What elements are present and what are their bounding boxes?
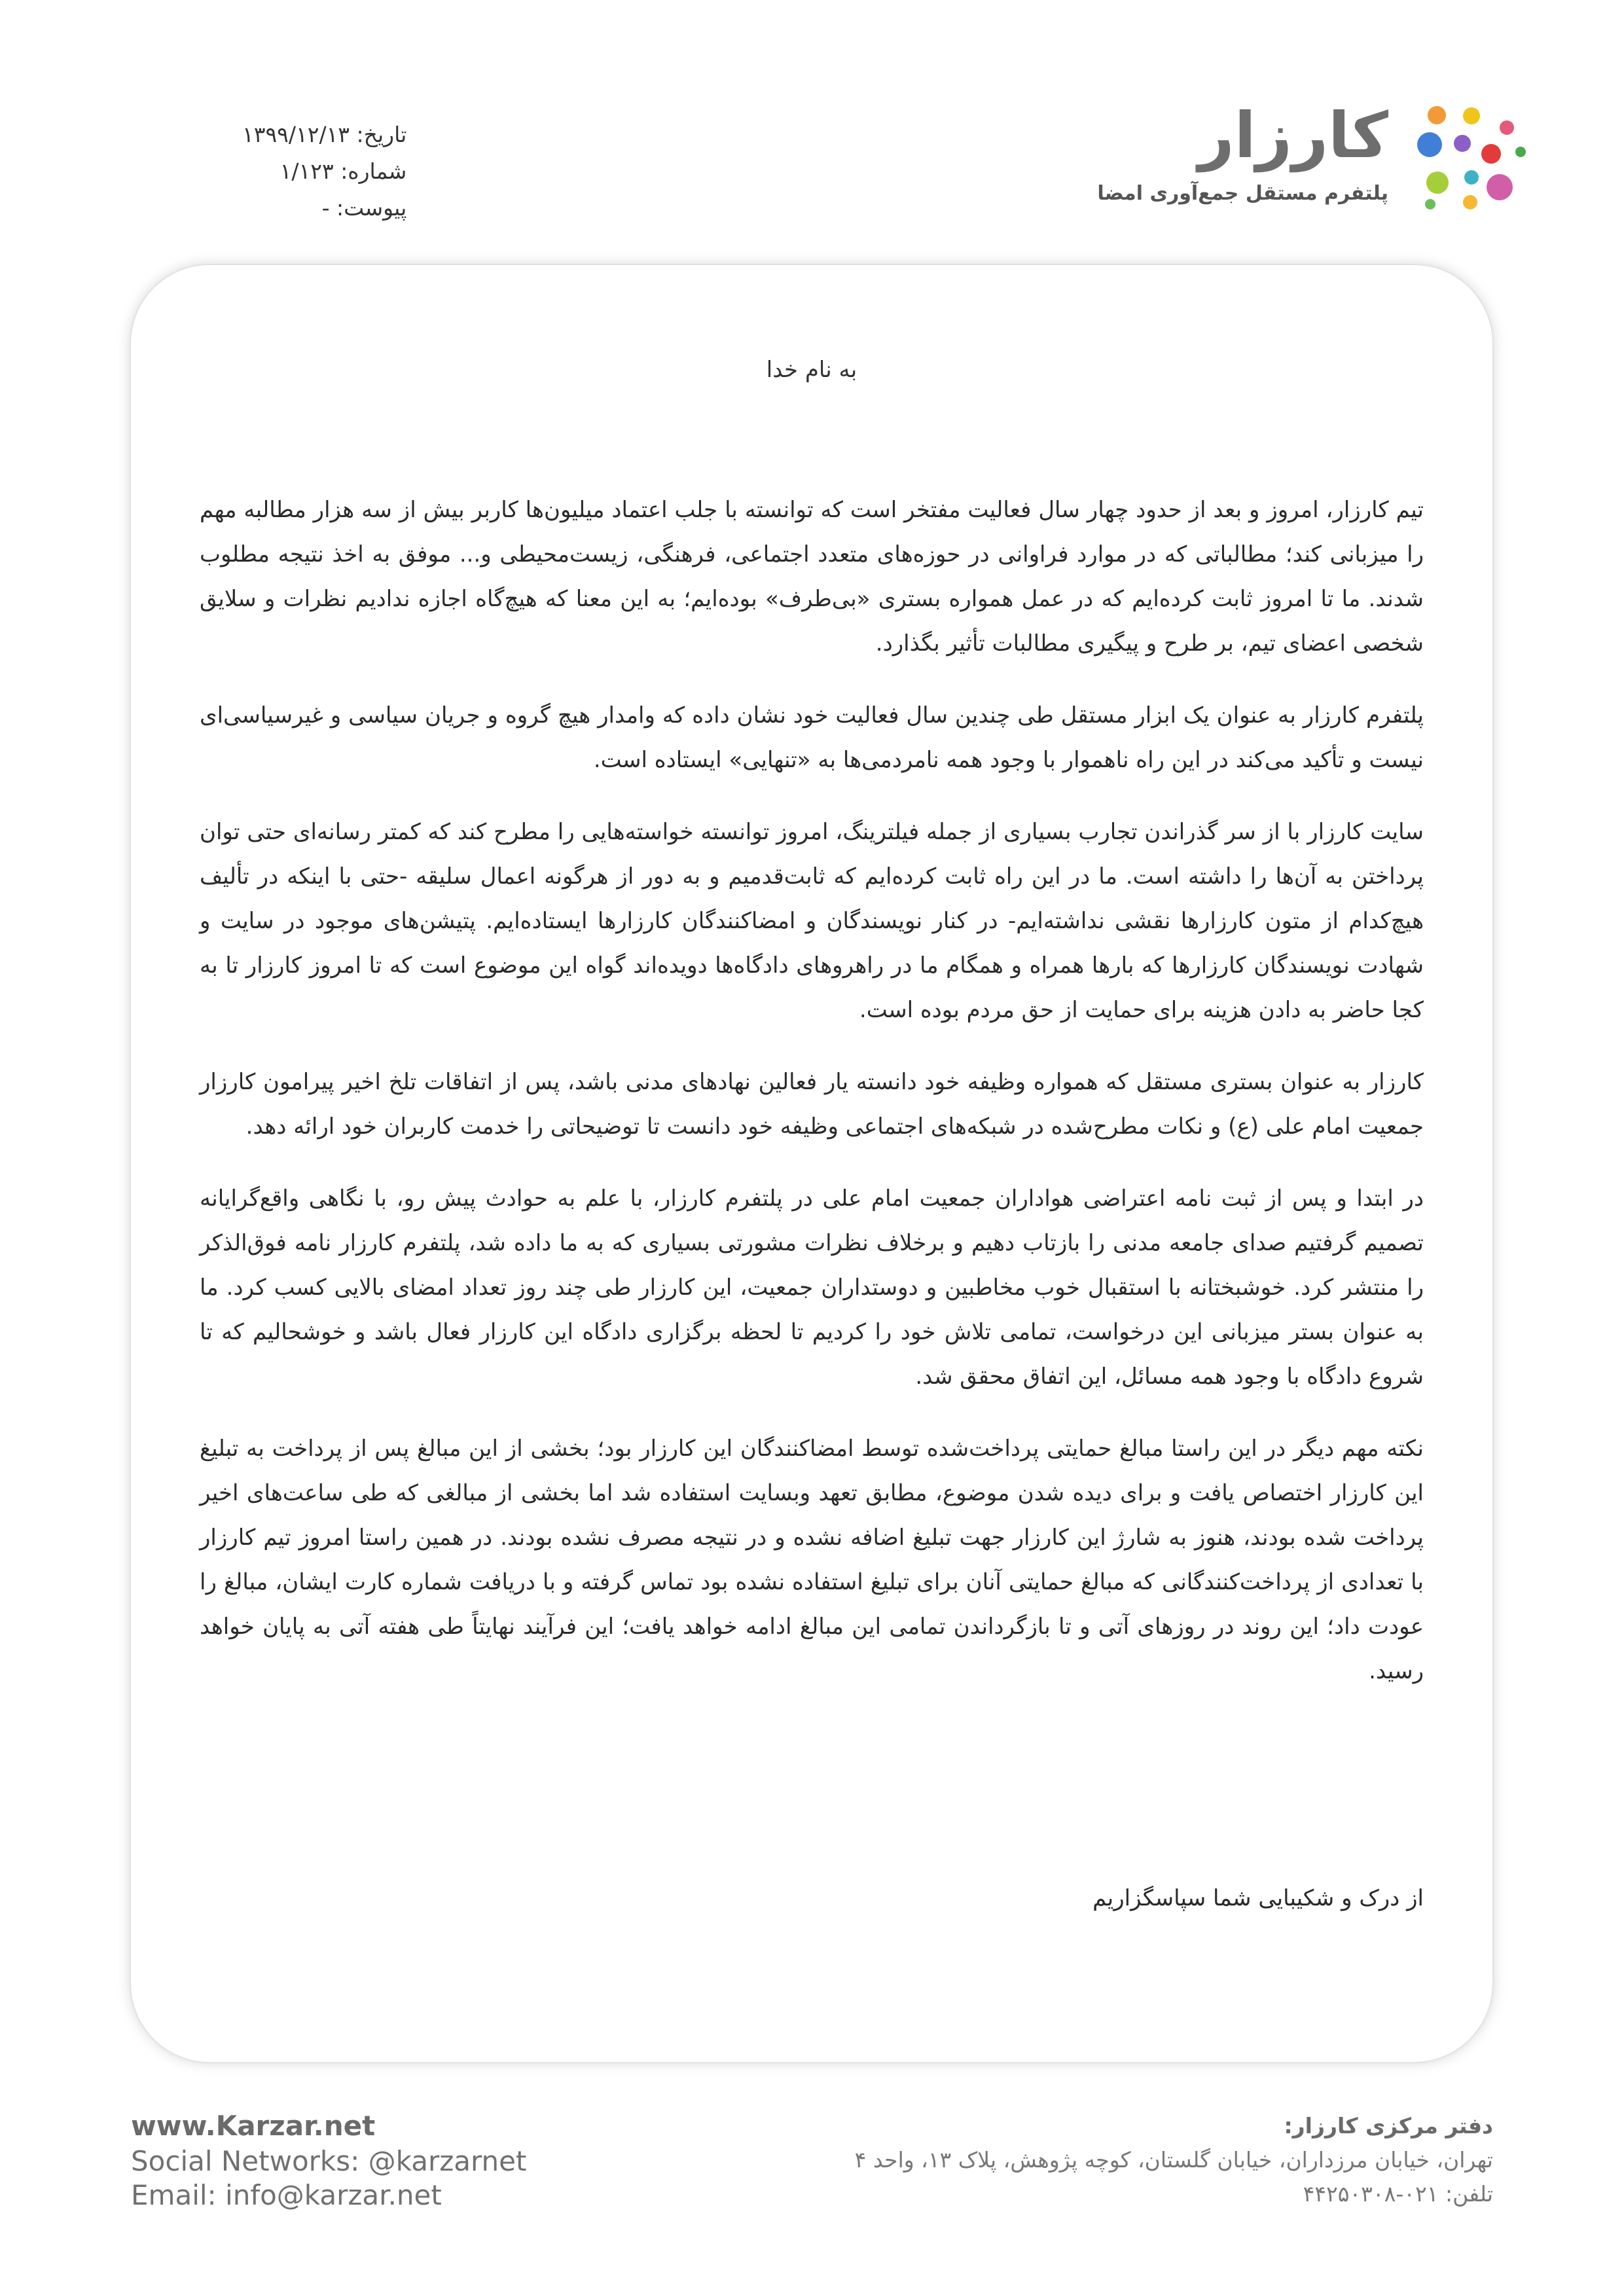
logo-dot [1463,107,1480,124]
logo-dot [1454,135,1471,152]
logo-dot [1428,106,1446,124]
brand-tagline: پلتفرم مستقل جمع‌آوری امضا [1097,182,1388,205]
website-link[interactable]: www.Karzar.net [131,2110,376,2142]
paragraph: در ابتدا و پس از ثبت نامه اعتراضی هواداران جمعیت امام علی در پلتفرم کارزار، با علم به حوادث پیش رو، با نگاهی واقع‌گرایانه تصمیم گرفتیم صدای جامعه مدنی را بازتاب دهیم و برخلاف نظرات مشورتی بسیاری که به ما داده شد، پلتفرم کارزار نامه فوق‌الذکر را منتشر کرد. خوشبختانه با استقبال خوب مخاطبین و دوستداران جمعیت، این کارزار طی چند روز تعداد امضای بالایی کسب کرد. ما به عنوان بستر میزبانی این درخواست، تمامی تلاش خود را کردیم تا لحظه برگزاری دادگاه این کارزار فعال باشد و خوشحالیم که تا شروع دادگاه با وجود همه مسائل، این اتفاق محقق شد. [200,1185,1424,1390]
paragraph: نکته مهم دیگر در این راستا مبالغ حمایتی پرداخت‌شده توسط امضاکنندگان این کارزار بود؛ بخشی از این مبالغ پس از پرداخت به تبلیغ این کارزار اختصاص یافت و برای دیده شدن موضوع، مطابق تعهد وبسایت استفاده شد اما بخشی از مبالغی که طی ساعت‌های اخیر پرداخت شده بودند، هنوز به شارژ این کارزار جهت تبلیغ اضافه نشده و در نتیجه مصرف نشده بودند. در همین راستا امروز تیم کارزار با تعدادی از پرداخت‌کنندگانی که مبالغ حمایتی آنان برای تبلیغ استفاده نشده بود تماس گرفته و با دریافت شماره کارت ایشان، مبالغ را عودت داد؛ این روند در روزهای آتی و تا بازگرداندن تمامی این مبالغ ادامه خواهد یافت؛ این فرآیند نهایتاً طی هفته آتی به پایان خواهد رسید. [200,1435,1424,1684]
logo-dot [1515,147,1526,157]
paragraph: کارزار به عنوان بستری مستقل که همواره وظیفه خود دانسته یار فعالین نهادهای مدنی باشد، پس از اتفاقات تلخ اخیر پیرامون کارزار جمعیت امام علی (ع) و نکات مطرح‌شده در شبکه‌های اجتماعی وظیفه خود دانست تا توضیحاتی را خدمت کاربران خود ارائه دهد. [200,1069,1424,1140]
email-address[interactable]: Email: info@karzar.net [131,2179,442,2211]
paragraph: سایت کارزار با از سر گذراندن تجارب بسیاری از جمله فیلترینگ، امروز توانسته خواسته‌هایی را مطرح کند که کمتر رسانه‌ای حتی توان پرداختن به آن‌ها را داشته است. ما در این راه ثابت کرده‌ایم که ثابت‌قدمیم و به دور از هرگونه اعمال سلیقه -حتی با اینکه در تألیف هیچ‌کدام از متون کارزارها نقشی نداشته‌ایم- در کنار نویسندگان و امضاکنندگان کارزارها ایستاده‌ایم. پتیشن‌های موجود در سایت و شهادت نویسندگان کارزارها که بارها همراه و همگام ما در راهروهای دادگاه‌ها دویده‌اند گواه این موضوع است که تا امروز کارزار تا به کجا حاضر به دادن هزینه برای حمایت از حق مردم بوده است. [200,819,1424,1023]
paragraph: تیم کارزار، امروز و بعد از حدود چهار سال فعالیت مفتخر است که توانسته با جلب اعتماد میلیون‌ها کاربر بیش از سه هزار مطالبه مهم را میزبانی کند؛ مطالباتی که در موارد فراوانی در حوزه‌های متعدد اجتماعی، فرهنگی، زیست‌محیطی و... موفق به اخذ نتیجه مطلوب شدند. ما تا امروز ثابت کرده‌ایم که در عمل همواره بستری «بی‌طرف» بوده‌ایم؛ به این معنا که هیچ‌گاه اجازه ندادیم نظرات و سلایق شخصی اعضای تیم، بر طرح و پیگیری مطالبات تأثیر بگذارد. [200,497,1424,657]
logo-dot [1417,132,1442,157]
logo-dot [1464,170,1479,185]
logo-dot [1463,195,1477,209]
office-address: تهران، خیابان مرزداران، خیابان گلستان، کوچه پژوهش، پلاک ۱۳، واحد ۴ [854,2147,1493,2173]
letter-card [131,265,1492,2062]
letter-attachment: پیوست: - [321,195,407,221]
office-phone: تلفن: ۰۲۱-۴۴۲۵۰۳۰۸ [1303,2181,1493,2207]
logo-dot [1500,120,1514,135]
footer-contact [131,2108,526,2212]
letter-body [200,488,1424,1721]
closing-line: از درک و شکیبایی شما سپاسگزاریم [1092,1885,1424,1911]
social-networks: Social Networks: @karzarnet [131,2145,527,2177]
logo-dot [1425,199,1435,209]
basmala-heading: به نام خدا [766,357,857,383]
brand-logo [1097,98,1526,216]
logo-dots-icon [1418,106,1526,211]
letter-date: تاریخ: ۱۳۹۹/۱۲/۱۳ [242,122,407,147]
brand-name: کارزار [1198,99,1388,172]
logo-dot [1487,174,1513,200]
logo-dot [1481,144,1501,164]
logo-dot [1426,172,1449,194]
paragraph: پلتفرم کارزار به عنوان یک ابزار مستقل طی چندین سال فعالیت خود نشان داده که وامدار هیچ گروه و جریان سیاسی و غیرسیاسی‌ای نیست و تأکید می‌کند در این راه ناهموار با وجود همه نامردمی‌ها به «تنهایی» ایستاده است. [200,702,1424,773]
letter-number: شماره: ۱/۱۲۳ [280,158,407,184]
footer-office [855,2109,1493,2211]
letter-meta [242,117,406,226]
office-title: دفتر مرکزی کارزار: [1284,2113,1493,2139]
